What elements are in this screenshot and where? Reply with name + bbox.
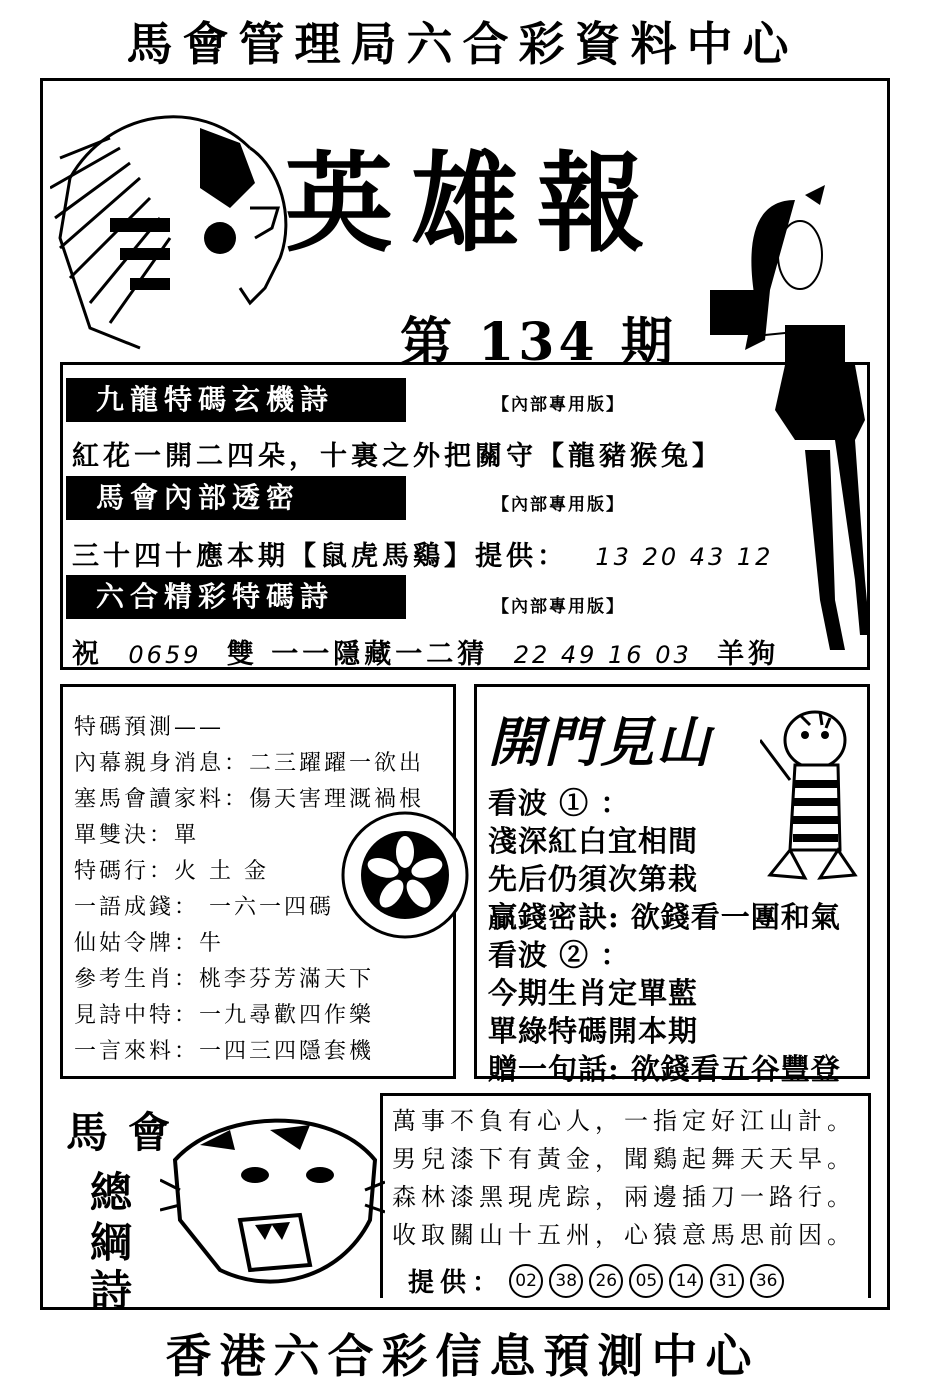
zonggang-char-gang: 綱: [90, 1218, 133, 1267]
kaimen-line: 贈一句話: 欲錢看五谷豐登: [488, 1052, 841, 1086]
kaimen-line: 先后仍須次第栽: [488, 862, 699, 896]
number-ball: 05: [629, 1264, 663, 1298]
line-wish-a: 祝: [72, 639, 103, 670]
zonggang-char-shi: 詩: [90, 1266, 133, 1315]
kaimen-line: 贏錢密訣: 欲錢看一團和氣: [488, 900, 841, 934]
bar-special-poem: 六合精彩特碼詩: [66, 575, 406, 619]
kaimen-line: 淺深紅白宜相間: [488, 824, 699, 858]
tag-internal-3: 【內部專用版】: [492, 597, 625, 617]
kaimen-line: 今期生肖定單藍: [488, 976, 699, 1010]
bar-insider: 馬會內部透密: [66, 476, 406, 520]
line-wish-c: 雙 一一隱藏一二猜: [226, 639, 489, 670]
line-34: [72, 534, 773, 573]
line-wish: [72, 632, 779, 671]
chief-illustration: [50, 88, 290, 358]
divider-line: [380, 1093, 383, 1298]
prediction-line: 一語成錢： 一六一四碼: [74, 895, 334, 920]
poem-line: 男兒漆下有黃金，聞鷄起舞天天早。: [392, 1145, 856, 1173]
divider-line: [868, 1093, 871, 1298]
masthead-title: 英雄報: [285, 141, 664, 267]
line-wish-numbers: 22 49 16 03: [513, 641, 692, 669]
zonggang-poem: [392, 1102, 856, 1254]
prediction-line: 內幕親身消息：二三躍躍一欲出: [74, 751, 425, 776]
kaimen-title: 開門見山: [488, 710, 712, 774]
poem-line: 森林漆黑現虎踪，兩邊插刀一路行。: [392, 1183, 856, 1211]
zonggang-char-hui: 會: [128, 1108, 171, 1157]
kaimen-line: 看波 ① ：: [488, 786, 631, 820]
tiger-head-illustration: [160, 1100, 385, 1300]
line-red-flower: 紅花一開二四朵，十裏之外把關守【龍豬猴兔】: [72, 441, 723, 472]
line-34-text: 三十四十應本期【鼠虎馬鷄】提供：: [72, 541, 568, 572]
number-ball: 14: [669, 1264, 703, 1298]
prediction-line: 見詩中特：一九尋歡四作樂: [74, 1003, 375, 1028]
top-title: 馬會管理局六合彩資料中心: [126, 17, 799, 71]
line-wish-code: 0659: [128, 641, 202, 669]
line-34-numbers: 13 20 43 12: [595, 543, 774, 571]
bauhinia-emblem-icon: [340, 810, 470, 940]
provide-label: 提供：: [408, 1268, 505, 1298]
prediction-line: 塞馬會讀家料：傷天害理溉禍根: [74, 787, 425, 812]
prediction-line: 參考生肖：桃李芬芳滿天下: [74, 967, 375, 992]
kaimen-lines: [488, 784, 841, 1088]
number-ball: 26: [589, 1264, 623, 1298]
kaimen-line: 單綠特碼開本期: [488, 1014, 699, 1048]
zonggang-char-zong: 總: [90, 1168, 133, 1217]
poem-line: 收取關山十五州，心猿意馬思前因。: [392, 1221, 856, 1249]
divider-line: [380, 1093, 870, 1096]
kaimen-line: 看波 ② ：: [488, 938, 631, 972]
poem-line: 萬事不負有心人，一指定好江山計。: [392, 1107, 856, 1135]
provide-row: [408, 1262, 785, 1299]
prediction-line: 特碼行：火 土 金: [74, 859, 269, 884]
tag-internal-1: 【內部專用版】: [492, 395, 625, 415]
tag-internal-2: 【內部專用版】: [492, 495, 625, 515]
line-wish-zodiac: 羊狗: [717, 639, 780, 670]
bottom-title: 香港六合彩信息預測中心: [165, 1329, 760, 1383]
number-ball: 02: [509, 1264, 543, 1298]
issue-number: 第 134 期: [400, 312, 677, 373]
zonggang-char-ma: 馬: [66, 1108, 109, 1157]
prediction-line: 仙姑令牌：牛: [74, 931, 225, 956]
number-ball: 36: [750, 1264, 784, 1298]
number-ball: 31: [710, 1264, 744, 1298]
bar-dragon-poem: 九龍特碼玄機詩: [66, 378, 406, 422]
prediction-line: 特碼預測——: [74, 715, 225, 740]
prediction-line: 單雙決：單: [74, 823, 200, 848]
number-ball: 38: [549, 1264, 583, 1298]
prediction-line: 一言來料：一四三四隱套機: [74, 1039, 375, 1064]
